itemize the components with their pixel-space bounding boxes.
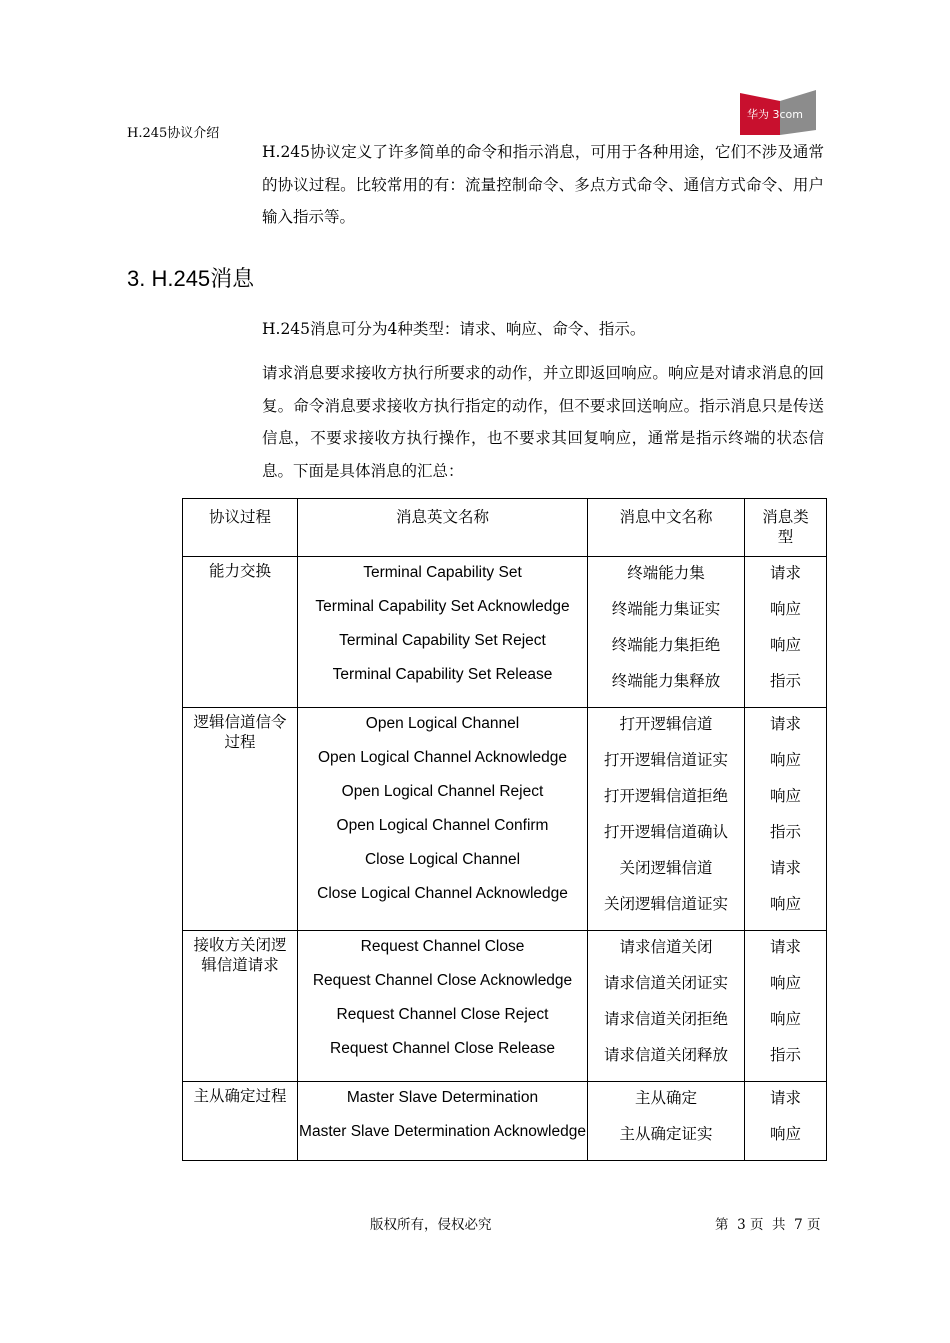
table-row <box>183 1082 827 1161</box>
header-process: 协议过程 <box>183 499 298 557</box>
message-types-cell <box>745 931 827 1082</box>
message-type: 响应 <box>769 974 801 992</box>
message-type: 请求 <box>769 564 801 582</box>
chinese-names-cell <box>588 1082 745 1161</box>
english-message-name: Request Channel Close Release <box>330 1040 555 1057</box>
header-chinese-name: 消息中文名称 <box>588 499 745 557</box>
english-message-name: Close Logical Channel <box>364 851 521 868</box>
process-cell: 接收方关闭逻辑信道请求 <box>183 931 298 1082</box>
table-row <box>183 708 827 931</box>
message-type: 指示 <box>769 1046 801 1064</box>
chinese-message-name: 终端能力集证实 <box>611 600 721 618</box>
chinese-message-name: 主从确定证实 <box>619 1125 713 1143</box>
message-type: 响应 <box>769 1125 801 1143</box>
chinese-names-cell <box>588 708 745 931</box>
footer-page-info: 第 3 页 共 7 页 <box>715 1217 821 1233</box>
message-type: 响应 <box>769 600 801 618</box>
chinese-names-cell <box>588 557 745 708</box>
table-row <box>183 557 827 708</box>
process-cell: 逻辑信道信令过程 <box>183 708 298 931</box>
english-message-name: Open Logical Channel Reject <box>341 783 544 800</box>
chinese-message-name: 打开逻辑信道确认 <box>603 823 728 841</box>
table-row <box>183 931 827 1082</box>
english-message-name: Master Slave Determination <box>346 1089 539 1106</box>
message-type: 请求 <box>769 1089 801 1107</box>
english-message-name: Request Channel Close Acknowledge <box>312 972 573 989</box>
english-message-name: Terminal Capability Set <box>363 564 522 581</box>
chinese-message-name: 请求信道关闭拒绝 <box>603 1010 728 1028</box>
message-type: 请求 <box>769 938 801 956</box>
english-message-name: Terminal Capability Set Release <box>332 666 553 683</box>
chinese-message-name: 打开逻辑信道 <box>619 715 713 733</box>
message-description-paragraph: 请求消息要求接收方执行所要求的动作，并立即返回响应。响应是对请求消息的回复。命令消息要求接收方执行指定的动作，但不要求回送响应。指示消息只是传送信息，不要求接收方执行操作，也不要求其回复响应，通常是指示终端的状态信息。下面是具体消息的汇总： <box>262 364 824 480</box>
english-message-name: Open Logical Channel Confirm <box>336 817 549 834</box>
english-message-name: Close Logical Channel Acknowledge <box>317 885 568 902</box>
english-names-cell <box>298 931 588 1082</box>
chinese-message-name: 打开逻辑信道拒绝 <box>603 787 728 805</box>
chinese-names-cell <box>588 931 745 1082</box>
header-message-type: 消息类型 <box>745 499 827 557</box>
message-type: 响应 <box>769 895 801 913</box>
message-type: 请求 <box>769 859 801 877</box>
message-type: 响应 <box>769 636 801 654</box>
english-message-name: Open Logical Channel <box>365 715 520 732</box>
english-message-name: Terminal Capability Set Acknowledge <box>315 598 570 615</box>
english-message-name: Request Channel Close Reject <box>336 1006 549 1023</box>
message-types-cell <box>745 708 827 931</box>
chinese-message-name: 请求信道关闭释放 <box>603 1046 728 1064</box>
message-type: 响应 <box>769 787 801 805</box>
document-header-title: H.245协议介绍 <box>127 126 220 141</box>
company-logo <box>740 90 816 135</box>
chinese-message-name: 请求信道关闭 <box>619 938 713 956</box>
english-names-cell <box>298 1082 588 1161</box>
english-message-name: Request Channel Close <box>360 938 525 955</box>
process-cell: 主从确定过程 <box>183 1082 298 1161</box>
message-type: 响应 <box>769 1010 801 1028</box>
message-summary-table <box>182 498 827 1161</box>
english-message-name: Terminal Capability Set Reject <box>339 632 546 649</box>
chinese-message-name: 关闭逻辑信道证实 <box>603 895 728 913</box>
chinese-message-name: 主从确定 <box>634 1089 697 1107</box>
table-header-row <box>183 499 827 557</box>
message-type: 响应 <box>769 751 801 769</box>
chinese-message-name: 终端能力集释放 <box>611 672 721 690</box>
process-cell: 能力交换 <box>183 557 298 708</box>
message-type: 指示 <box>769 672 801 690</box>
chinese-message-name: 请求信道关闭证实 <box>603 974 728 992</box>
chinese-message-name: 终端能力集拒绝 <box>611 636 721 654</box>
section-title: 3. H.245消息 <box>127 266 255 291</box>
message-type: 指示 <box>769 823 801 841</box>
english-names-cell <box>298 708 588 931</box>
message-types-cell <box>745 1082 827 1161</box>
intro-paragraph: H.245协议定义了许多简单的命令和指示消息，可用于各种用途，它们不涉及通常的协议过程。比较常用的有：流量控制命令、多点方式命令、通信方式命令、用户输入指示等。 <box>262 143 824 226</box>
header-english-name: 消息英文名称 <box>298 499 588 557</box>
english-names-cell <box>298 557 588 708</box>
english-message-name: Open Logical Channel Acknowledge <box>317 749 568 766</box>
chinese-message-name: 打开逻辑信道证实 <box>603 751 728 769</box>
message-types-cell <box>745 557 827 708</box>
english-message-name: Master Slave Determination Acknowledge <box>299 1123 586 1140</box>
chinese-message-name: 关闭逻辑信道 <box>619 859 713 877</box>
message-types-paragraph: H.245消息可分为4种类型：请求、响应、命令、指示。 <box>262 320 646 338</box>
footer-copyright: 版权所有，侵权必究 <box>370 1217 492 1233</box>
chinese-message-name: 终端能力集 <box>627 564 705 582</box>
logo-text: 华为 3com <box>747 108 803 121</box>
message-type: 请求 <box>769 715 801 733</box>
